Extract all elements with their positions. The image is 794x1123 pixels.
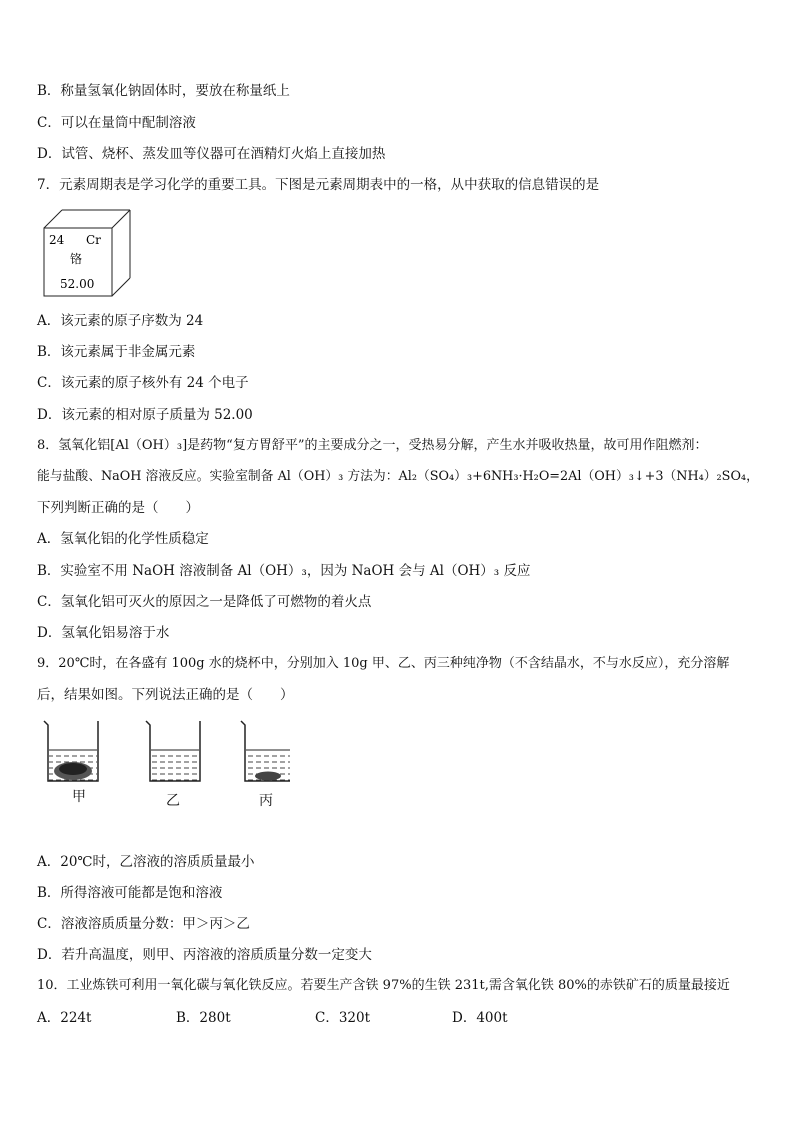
q8-option-d: D．氢氧化铝易溶于水 bbox=[37, 625, 170, 641]
q8-stem-line3: 下列判断正确的是（ ） bbox=[37, 500, 199, 516]
q6-option-b: B．称量氢氧化钠固体时，要放在称量纸上 bbox=[37, 83, 290, 99]
beaker-bing bbox=[241, 721, 290, 781]
q8-option-b: B．实验室不用 NaOH 溶液制备 Al（OH）₃，因为 NaOH 会与 Al（OH）₃ 反应 bbox=[37, 563, 531, 579]
q9-option-a: A．20℃时，乙溶液的溶质质量最小 bbox=[37, 854, 255, 870]
q7-option-d: D．该元素的相对原子质量为 52.00 bbox=[37, 407, 253, 423]
beaker-label-jia: 甲 bbox=[72, 789, 86, 805]
element-atomic-mass: 52.00 bbox=[60, 277, 95, 291]
q10-stem: 10．工业炼铁可利用一氧化碳与氧化铁反应。若要生产含铁 97%的生铁 231t,需含氧化铁 80%的赤铁矿石的质量最接近 bbox=[37, 978, 730, 993]
element-cell-diagram bbox=[42, 208, 132, 300]
q7-option-b: B．该元素属于非金属元素 bbox=[37, 344, 196, 360]
q8-option-a: A．氢氧化铝的化学性质稳定 bbox=[37, 531, 209, 547]
element-symbol: Cr bbox=[86, 233, 101, 247]
q7-stem: 7．元素周期表是学习化学的重要工具。下图是元素周期表中的一格，从中获取的信息错误的是 bbox=[37, 177, 600, 193]
beaker-jia bbox=[44, 721, 98, 781]
q9-stem-line1: 9．20℃时，在各盛有 100g 水的烧杯中，分别加入 10g 甲、乙、丙三种纯净物（不含结晶水，不与水反应），充分溶解 bbox=[37, 656, 730, 671]
q10-option-b: B．280t bbox=[176, 1010, 231, 1026]
beaker-label-bing: 丙 bbox=[259, 793, 273, 809]
q8-stem-line2: 能与盐酸、NaOH 溶液反应。实验室制备 Al（OH）₃ 方法为：Al₂（SO₄）₃+6NH₃·H₂O=2Al（OH）₃↓+3（NH₄）₂SO₄， bbox=[37, 469, 759, 484]
q8-option-c: C．氢氧化铝可灭火的原因之一是降低了可燃物的着火点 bbox=[37, 594, 372, 610]
q7-option-a: A．该元素的原子序数为 24 bbox=[37, 313, 204, 329]
q6-option-c: C．可以在量筒中配制溶液 bbox=[37, 115, 196, 131]
q9-option-b: B．所得溶液可能都是饱和溶液 bbox=[37, 885, 223, 901]
element-name: 铬 bbox=[70, 252, 83, 266]
q8-stem-line1: 8．氢氧化铝[Al（OH）₃]是药物“复方胃舒平”的主要成分之一，受热易分解，产生水并吸收热量，故可用作阻燃剂： bbox=[37, 438, 708, 453]
q9-option-c: C．溶液溶质质量分数：甲＞丙＞乙 bbox=[37, 916, 250, 932]
beaker-label-yi: 乙 bbox=[166, 793, 180, 809]
element-atomic-number: 24 bbox=[49, 233, 65, 247]
q10-option-d: D．400t bbox=[452, 1010, 508, 1026]
q6-option-d: D．试管、烧杯、蒸发皿等仪器可在酒精灯火焰上直接加热 bbox=[37, 146, 386, 162]
q9-option-d: D．若升高温度，则甲、丙溶液的溶质质量分数一定变大 bbox=[37, 947, 372, 963]
q10-option-a: A．224t bbox=[37, 1010, 92, 1026]
beakers-diagram bbox=[40, 717, 290, 792]
q10-option-c: C．320t bbox=[315, 1010, 371, 1026]
solid-precipitate-bing bbox=[255, 772, 281, 781]
q9-stem-line2: 后，结果如图。下列说法正确的是（ ） bbox=[37, 687, 294, 703]
beaker-yi bbox=[146, 721, 200, 781]
q7-option-c: C．该元素的原子核外有 24 个电子 bbox=[37, 375, 249, 391]
